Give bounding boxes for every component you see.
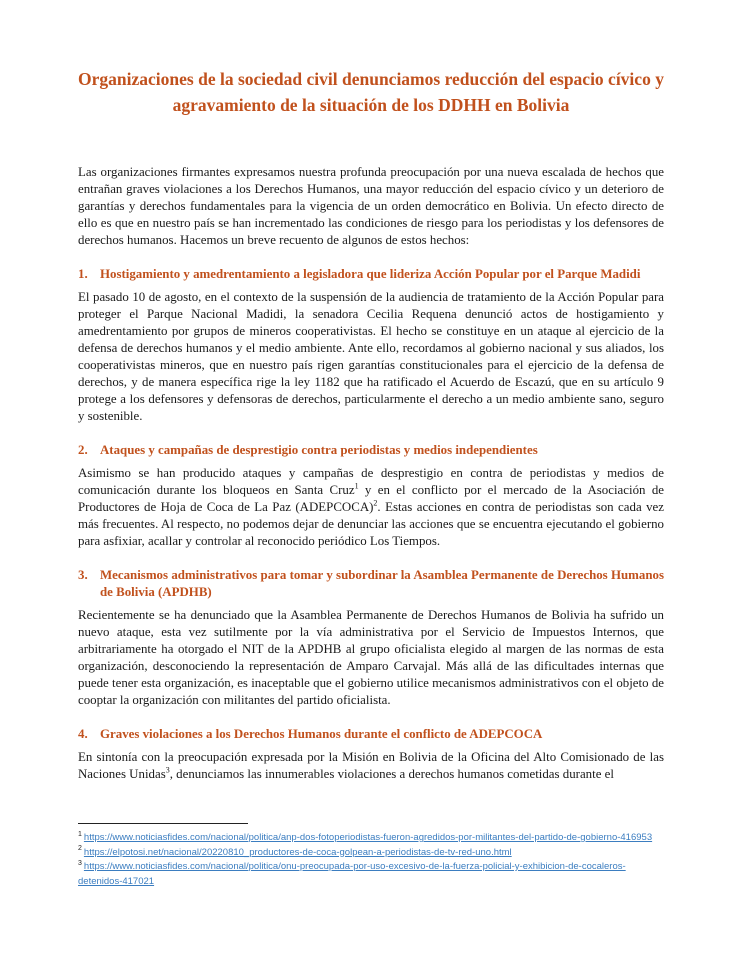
footnote-1 [78,831,664,846]
intro-paragraph: Las organizaciones firmantes expresamos nuestra profunda preocupación por una nueva escalada de hechos que entrañan graves violaciones a los Derechos Humanos, una mayor reducción del espacio cívico y un deterioro de garantías y derechos fundamentales para la vigencia de un orden democrático en Bolivia. Un efecto directo de ello es que en nuestro país se han incrementado las condiciones de riesgo para los periodistas y los defensores de derechos humanos. Hacemos un breve recuento de algunos de estos hechos: [78,165,664,247]
footnote-1-link[interactable]: https://www.noticiasfides.com/nacional/politica/anp-dos-fotoperiodistas-fueron-agredidos-por-militantes-del-partido-de-gobierno-416953 [83,832,653,843]
section-2 [78,442,664,550]
footnote-2 [78,846,664,861]
section-2-number: 2. [78,443,88,457]
section-3 [78,567,664,709]
section-1-heading [78,266,664,283]
footnote-2-marker: 2 [78,845,82,853]
section-1-heading-text: Hostigamiento y amedrentamiento a legisladora que lideriza Acción Popular por el Parque Madidi [100,267,641,281]
section-3-heading-text: Mecanismos administrativos para tomar y subordinar la Asamblea Permanente de Derechos Humanos de Bolivia (APDHB) [100,568,664,599]
section-2-heading [78,442,664,459]
section-1-number: 1. [78,267,88,281]
section-3-number: 3. [78,568,88,582]
section-1 [78,266,664,425]
section-1-paragraph: El pasado 10 de agosto, en el contexto de la suspensión de la audiencia de tratamiento de la Acción Popular para proteger el Parque Nacional Madidi, la senadora Cecilia Requena denunció actos de hostigamiento y amedrentamiento por grupos de mineros cooperativistas. El hecho se constituye en un ataque al ejercicio de la defensa de derechos humanos y el medio ambiente. Ante ello, recordamos al gobierno nacional y sus aliados, los cooperativistas mineros, que en nuestro país rigen garantías constitucionales para el ejercicio de la defensa de derechos, y de manera específica rige la ley 1182 que ha ratificado el Acuerdo de Escazú, que en su artículo 9 protege a los defensores y defensoras de derechos, particularmente el derecho a un medio ambiente sano, seguro y sostenible. [78,290,664,423]
footnote-1-marker: 1 [78,830,82,838]
footnote-3-link[interactable]: https://www.noticiasfides.com/nacional/politica/onu-preocupada-por-uso-excesivo-de-la-fuerza-policial-y-exhibicion-de-cocaleros-detenidos-417021 [78,861,626,887]
footnote-separator [78,823,248,824]
section-4-number: 4. [78,727,88,741]
document-title: Organizaciones de la sociedad civil denunciamos reducción del espacio cívico y agravamiento de la situación de los DDHH en Bolivia [78,69,664,115]
section-2-paragraph: Asimismo se han producido ataques y campañas de desprestigio en contra de periodistas y medios de comunicación durante los bloqueos en Santa Cruz$^1$ y en el conflicto por el mercado de la Asociación de Productores de Hoja de Coca de La Paz (ADEPCOCA)$^2$. Estas acciones en contra de periodistas son cada vez más frecuentes. Al respecto, no podemos dejar de denunciar las acciones que se encuentra ejecutando el gobierno para asfixiar, acallar y controlar al reconocido periódico Los Tiempos. [78,466,664,548]
section-3-paragraph: Recientemente se ha denunciado que la Asamblea Permanente de Derechos Humanos de Bolivia ha sufrido un nuevo ataque, esta vez sutilmente por la vía administrativa por el Servicio de Impuestos Internos, que arbitrariamente ha otorgado el NIT de la APDHB al grupo oficialista elegido al margen de las normas de esta organización, desconociendo la representación de Amparo Carvajal. Más allá de las dificultades internas que puede tener esta organización, es inaceptable que el gobierno utilice mecanismos administrativos con el objeto de cooptar la organización con militantes del partido oficialista. [78,608,664,707]
section-2-heading-text: Ataques y campañas de desprestigio contra periodistas y medios independientes [100,443,538,457]
section-4-paragraph: En sintonía con la preocupación expresada por la Misión en Bolivia de la Oficina del Alto Comisionado de las Naciones Unidas$^3$, denunciamos las innumerables violaciones a derechos humanos cometidas durante el [78,750,664,781]
footnote-2-link[interactable]: https://elpotosi.net/nacional/20220810_productores-de-coca-golpean-a-periodistas-de-tv-red-uno.html [83,846,512,858]
footnotes-area [78,823,664,889]
section-4-heading-text: Graves violaciones a los Derechos Humanos durante el conflicto de ADEPCOCA [100,727,543,741]
footnote-3-marker: 3 [78,859,82,867]
section-3-heading [78,567,664,601]
footnote-3 [78,860,664,889]
section-4 [78,726,664,783]
section-4-heading [78,726,664,743]
